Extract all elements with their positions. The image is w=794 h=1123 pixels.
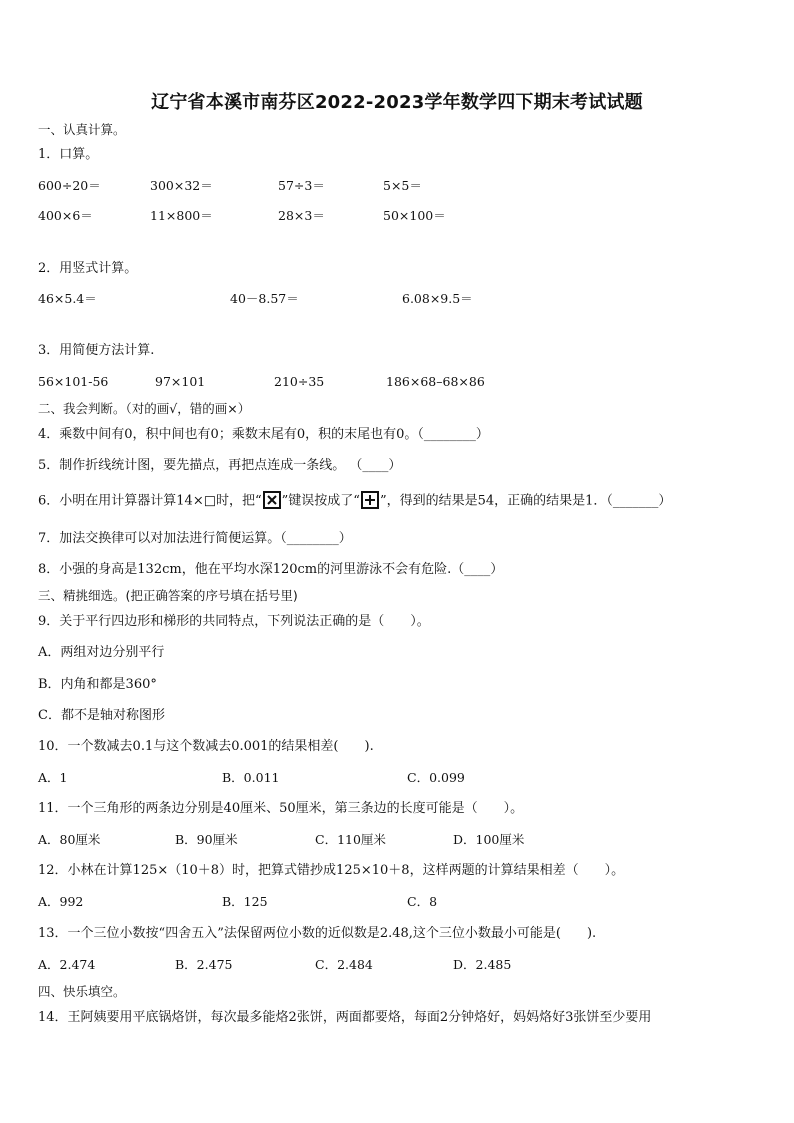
question-6-text-after: ”，得到的结果是54，正确的结果是1．（_______） <box>379 493 672 509</box>
question-9-option: B．内角和都是360° <box>38 677 157 692</box>
question-13-option: B．2.475 <box>175 957 233 972</box>
vertical-calc-item: 46×5.4＝ <box>38 291 97 306</box>
question-12-option: A．992 <box>38 894 84 909</box>
question-11-option: A．80厘米 <box>38 832 101 847</box>
vertical-calc-item: 6.08×9.5＝ <box>402 291 473 306</box>
vertical-calc-item: 40－8.57＝ <box>230 291 299 306</box>
oral-calc-item: 300×32＝ <box>150 178 213 193</box>
question-6-text-before: 6．小明在用计算器计算14×□时，把“ <box>38 493 262 509</box>
oral-calc-item: 11×800＝ <box>150 208 213 223</box>
question-7: 7．加法交换律可以对加法进行简便运算。（________） <box>38 531 352 546</box>
simplify-calc-item: 186×68–68×86 <box>386 374 485 389</box>
question-9-stem: 9．关于平行四边形和梯形的共同特点，下列说法正确的是（ ）。 <box>38 614 430 629</box>
question-2-label: 2．用竖式计算。 <box>38 261 138 276</box>
plus-key-icon <box>361 491 379 509</box>
question-10-option: C．0.099 <box>407 770 465 785</box>
question-11-option: D．100厘米 <box>453 832 525 847</box>
oral-calc-item: 28×3＝ <box>278 208 325 223</box>
question-4: 4．乘数中间有0，积中间也有0；乘数末尾有0，积的末尾也有0。（________） <box>38 427 489 442</box>
oral-calc-item: 5×5＝ <box>383 178 422 193</box>
question-14: 14．王阿姨要用平底锅烙饼，每次最多能烙2张饼，两面都要烙，每面2分钟烙好，妈妈烙好3张饼至少要用 <box>38 1010 652 1025</box>
oral-calc-item: 50×100＝ <box>383 208 446 223</box>
question-11-stem: 11．一个三角形的两条边分别是40厘米、50厘米，第三条边的长度可能是（ ）。 <box>38 801 524 816</box>
simplify-calc-item: 56×101-56 <box>38 374 109 389</box>
question-13-stem: 13．一个三位小数按“四舍五入”法保留两位小数的近似数是2.48,这个三位小数最小可能是( ). <box>38 926 597 941</box>
question-12-option: B．125 <box>222 894 268 909</box>
question-6 <box>38 492 671 511</box>
oral-calc-item: 600÷20＝ <box>38 178 101 193</box>
question-8: 8．小强的身高是132cm，他在平均水深120cm的河里游泳不会有危险.（____） <box>38 562 504 577</box>
simplify-calc-item: 97×101 <box>155 374 206 389</box>
question-10-option: A．1 <box>38 770 68 785</box>
oral-calc-item: 400×6＝ <box>38 208 93 223</box>
section-heading-2: 二、我会判断。（对的画√，错的画×） <box>38 401 251 416</box>
section-heading-4: 四、快乐填空。 <box>38 984 126 999</box>
page-title: 辽宁省本溪市南芬区2022-2023学年数学四下期末考试试题 <box>151 92 643 113</box>
times-key-icon <box>263 491 281 509</box>
question-3-label: 3．用简便方法计算. <box>38 343 155 358</box>
question-13-option: C．2.484 <box>315 957 373 972</box>
question-13-option: D．2.485 <box>453 957 512 972</box>
question-11-option: C．110厘米 <box>315 832 386 847</box>
question-10-stem: 10．一个数减去0.1与这个数减去0.001的结果相差( ). <box>38 739 374 754</box>
section-heading-3: 三、精挑细选。(把正确答案的序号填在括号里) <box>38 588 298 603</box>
simplify-calc-item: 210÷35 <box>274 374 325 389</box>
question-13-option: A．2.474 <box>38 957 96 972</box>
question-12-stem: 12．小林在计算125×（10＋8）时，把算式错抄成125×10＋8，这样两题的计算结果相差（ ）。 <box>38 863 625 878</box>
question-6-text-middle: ”键误按成了“ <box>281 493 360 509</box>
question-11-option: B．90厘米 <box>175 832 238 847</box>
question-9-option: C．都不是轴对称图形 <box>38 708 165 723</box>
question-5: 5．制作折线统计图，要先描点，再把点连成一条线。 （____） <box>38 458 402 473</box>
question-9-option: A．两组对边分别平行 <box>38 645 165 660</box>
question-10-option: B．0.011 <box>222 770 280 785</box>
question-12-option: C．8 <box>407 894 438 909</box>
question-1-label: 1．口算。 <box>38 147 99 162</box>
section-heading-1: 一、认真计算。 <box>38 122 126 137</box>
oral-calc-item: 57÷3＝ <box>278 178 325 193</box>
